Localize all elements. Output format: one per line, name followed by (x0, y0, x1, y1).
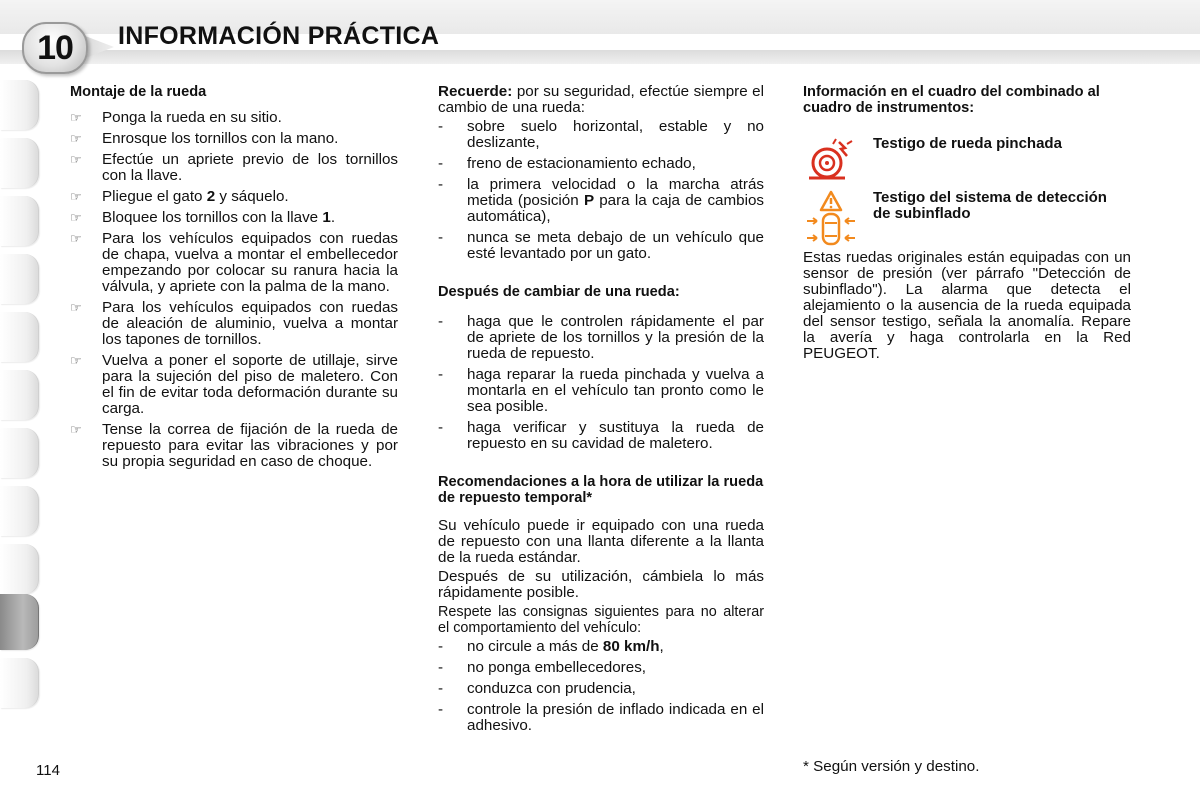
list-item: - no circule a más de 80 km/h, (438, 638, 664, 655)
paragraph: Respete las consignas siguientes para no alterar el comportamiento del vehículo: (438, 604, 764, 636)
indicator-underinflation (803, 190, 1131, 250)
hand-pointer-icon: ☞ (70, 152, 82, 167)
chapter-tab[interactable] (0, 138, 39, 188)
flat-tyre-warning-icon (803, 136, 859, 182)
mounting-steps (70, 110, 398, 470)
list-item: - la primera velocidad o la marcha atrás metida (posición P para la caja de cambios automática), (438, 176, 764, 225)
column-mounting (70, 84, 398, 475)
list-item: ☞ Tense la correa de fijación de la rueda de repuesto para evitar las vibraciones y por su propia seguridad en caso de choque. (70, 421, 398, 470)
header-rule (0, 50, 1200, 64)
chapter-tab[interactable] (0, 370, 39, 420)
hand-pointer-icon: ☞ (70, 110, 82, 125)
list-item: - freno de estacionamiento echado, (438, 155, 696, 172)
hand-pointer-icon: ☞ (70, 131, 82, 146)
list-item: - haga que le controlen rápidamente el par de apriete de los tornillos y la presión de la rueda de repuesto. (438, 313, 764, 362)
chapter-tab[interactable] (0, 312, 39, 362)
list-item: ☞ Para los vehículos equipados con ruedas de aleación de aluminio, vuelva a montar los tapones de tornillos. (70, 299, 398, 348)
chapter-tab[interactable] (0, 80, 39, 130)
page-number: 114 (36, 762, 60, 779)
list-item: - sobre suelo horizontal, estable y no deslizante, (438, 118, 764, 151)
list-item: ☞ Pliegue el gato 2 y sáquelo. (70, 188, 289, 205)
hand-pointer-icon: ☞ (70, 422, 82, 437)
column-safety (438, 84, 764, 739)
page-title: INFORMACIÓN PRÁCTICA (118, 22, 440, 50)
indicator-flat-tyre (803, 136, 1131, 184)
chapter-tab[interactable] (0, 544, 39, 594)
paragraph: Después de su utilización, cámbiela lo más rápidamente posible. (438, 568, 764, 601)
section-heading: Montaje de la rueda (70, 84, 207, 100)
remember-paragraph: Recuerde: por su seguridad, efectúe siempre el cambio de una rueda: (438, 83, 764, 116)
list-item: - conduzca con prudencia, (438, 680, 636, 697)
chapter-tab[interactable] (0, 428, 39, 478)
chapter-tab[interactable] (0, 196, 39, 246)
indicator-label: Testigo del sistema de detección de subinflado (873, 189, 1107, 222)
list-item: ☞ Enrosque los tornillos con la mano. (70, 130, 339, 147)
footnote: * Según versión y destino. (803, 758, 980, 775)
paragraph: Estas ruedas originales están equipadas con un sensor de presión (ver párrafo "Detección de subinflado"). La alarma que detecta el alejamiento o la ausencia de la rueda equipada del sensor testigo, señala la anomalía. Repare la avería y haga controlarla en la Red PEUGEOT. (803, 249, 1131, 362)
list-item: - nunca se meta debajo de un vehículo que esté levantado por un gato. (438, 229, 764, 262)
chapter-tab[interactable] (0, 658, 39, 708)
list-item: ☞ Ponga la rueda en su sitio. (70, 109, 282, 126)
column-indicators (803, 84, 1131, 362)
chapter-tabs (0, 80, 40, 720)
paragraph: Su vehículo puede ir equipado con una rueda de repuesto con una llanta diferente a la llanta de la rueda estándar. (438, 517, 764, 566)
list-item: - no ponga embellecedores, (438, 659, 647, 676)
remember-label: Recuerde: (438, 83, 513, 100)
list-item: - controle la presión de inflado indicada en el adhesivo. (438, 701, 764, 734)
indicator-label: Testigo de rueda pinchada (873, 135, 1062, 152)
section-heading: Recomendaciones a la hora de utilizar la rueda de repuesto temporal* (438, 474, 764, 506)
hand-pointer-icon: ☞ (70, 300, 82, 315)
list-item: ☞ Para los vehículos equipados con ruedas de chapa, vuelva a montar el embellecedor empezando por colocar su ranura hacia la válvula, y apriete con la palma de la mano. (70, 230, 398, 295)
chapter-tab[interactable] (0, 254, 39, 304)
section-heading: Información en el cuadro del combinado al cuadro de instrumentos: (803, 84, 1100, 116)
hand-pointer-icon: ☞ (70, 189, 82, 204)
section-heading: Después de cambiar de una rueda: (438, 284, 680, 300)
list-item: - haga reparar la rueda pinchada y vuelva a montarla en el vehículo tan pronto como le sea posible. (438, 366, 764, 415)
list-item: - haga verificar y sustituya la rueda de repuesto en su cavidad de maletero. (438, 419, 764, 452)
list-item: ☞ Vuelva a poner el soporte de utillaje, sirve para la sujeción del piso de maletero. Con el fin de evitar toda deformación durante su carga. (70, 352, 398, 417)
list-item: ☞ Efectúe un apriete previo de los tornillos con la llave. (70, 151, 398, 184)
list-item: ☞ Bloquee los tornillos con la llave 1. (70, 209, 336, 226)
hand-pointer-icon: ☞ (70, 210, 82, 225)
hand-pointer-icon: ☞ (70, 231, 82, 246)
underinflation-warning-icon (803, 190, 859, 248)
chapter-number: 10 (22, 22, 88, 74)
chapter-tab-active[interactable] (0, 594, 39, 650)
hand-pointer-icon: ☞ (70, 353, 82, 368)
chapter-tab[interactable] (0, 486, 39, 536)
